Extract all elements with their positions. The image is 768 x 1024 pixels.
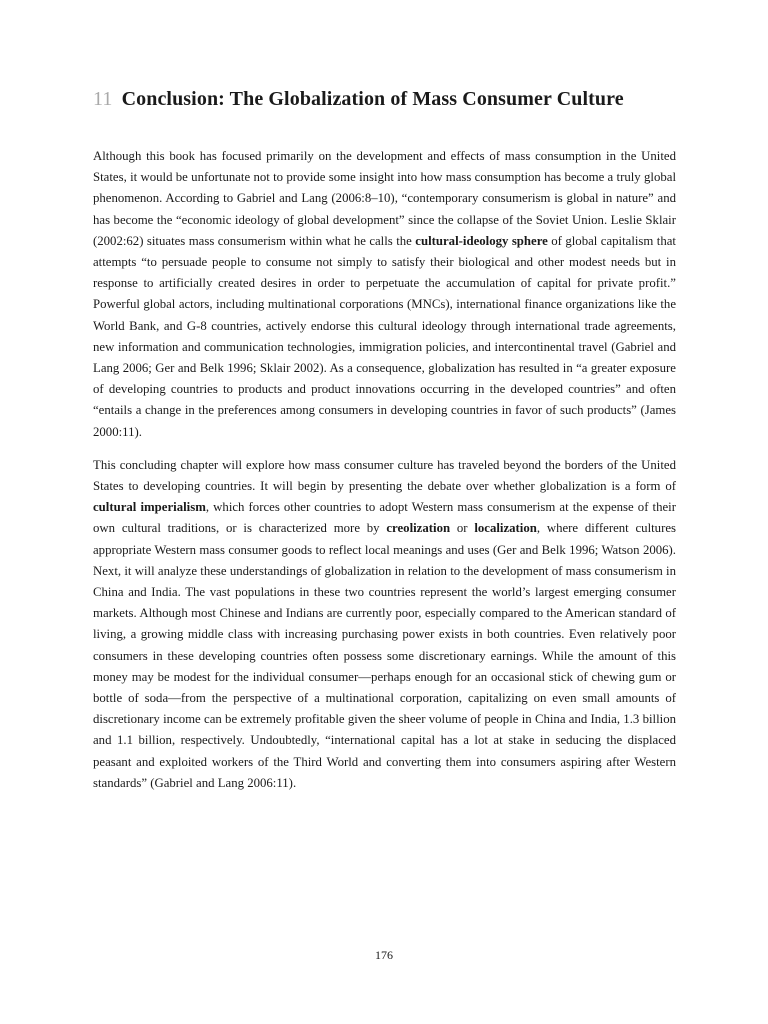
key-term-creolization: creolization [386,521,451,536]
chapter-title: Conclusion: The Globalization of Mass Consumer Culture [121,88,624,110]
chapter-number: 11 [93,88,113,110]
page-number: 176 [375,948,393,962]
key-term-localization: localization [474,521,537,536]
paragraph-2 [93,455,676,794]
text-run: or [450,521,475,536]
key-term-cultural-ideology-sphere: cultural-ideology sphere [415,233,548,248]
text-run: of global capitalism that attempts “to persuade people to consume not simply to satisfy their biological and other modest needs but in response to artificially created desires in order to perpetuate the accumulation of capital for private profit.” Powerful global actors, including multinational corporations (MNCs), international finance organizations like the World Bank, and G-8 countries, actively endorse this cultural ideology through international trade agreements, new information and communication technologies, immigration policies, and intercontinental travel (Gabriel and Lang 2006; Ger and Belk 1996; Sklair 2002). As a consequence, globalization has resulted in “a greater exposure of developing countries to products and product innovations occurring in the developed countries” and often “entails a change in the preferences among consumers in developing countries in favor of such products” (James 2000:11). [93,233,676,439]
text-run: , where different cultures appropriate Western mass consumer goods to reflect local meanings and uses (Ger and Belk 1996; Watson 2006). Next, it will analyze these understandings of globalization in relation to the development of mass consumerism in China and India. The vast populations in these two countries represent the world’s largest emerging consumer markets. Although most Chinese and Indians are currently poor, especially compared to the American standard of living, a growing middle class with increasing purchasing power exists in both countries. Even relatively poor consumers in these developing countries often possess some discretionary earnings. While the amount of this money may be modest for the individual consumer—perhaps enough for an occasional stick of chewing gum or bottle of soda—from the perspective of a multinational corporation, capitalizing on even small amounts of discretionary income can be extremely profitable given the sheer volume of people in China and India, 1.3 billion and 1.1 billion, respectively. Undoubtedly, “international capital has a lot at stake in seducing the displaced peasant and exploited workers of the Third World and converting them into consumers aspiring after Western standards” (Gabriel and Lang 2006:11). [93,521,676,790]
chapter-heading [93,88,713,111]
text-run: Although this book has focused primarily on the development and effects of mass consumption in the United States, it would be unfortunate not to provide some insight into how mass consumption has become a truly global phenomenon. According to Gabriel and Lang (2006:8–10), “contemporary consumerism is global in nature” and has become the “economic ideology of global development” since the collapse of the Soviet Union. Leslie Sklair (2002:62) situates mass consumerism within what he calls the [93,149,676,248]
body-text [93,146,676,806]
key-term-cultural-imperialism: cultural imperialism [93,500,206,515]
text-run: This concluding chapter will explore how mass consumer culture has traveled beyond the borders of the United States to developing countries. It will begin by presenting the debate over whether globalization is a form of [93,457,676,494]
paragraph-1 [93,146,676,443]
text-run: , which forces other countries to adopt Western mass consumerism at the expense of their own cultural traditions, or is characterized more by [93,500,677,536]
